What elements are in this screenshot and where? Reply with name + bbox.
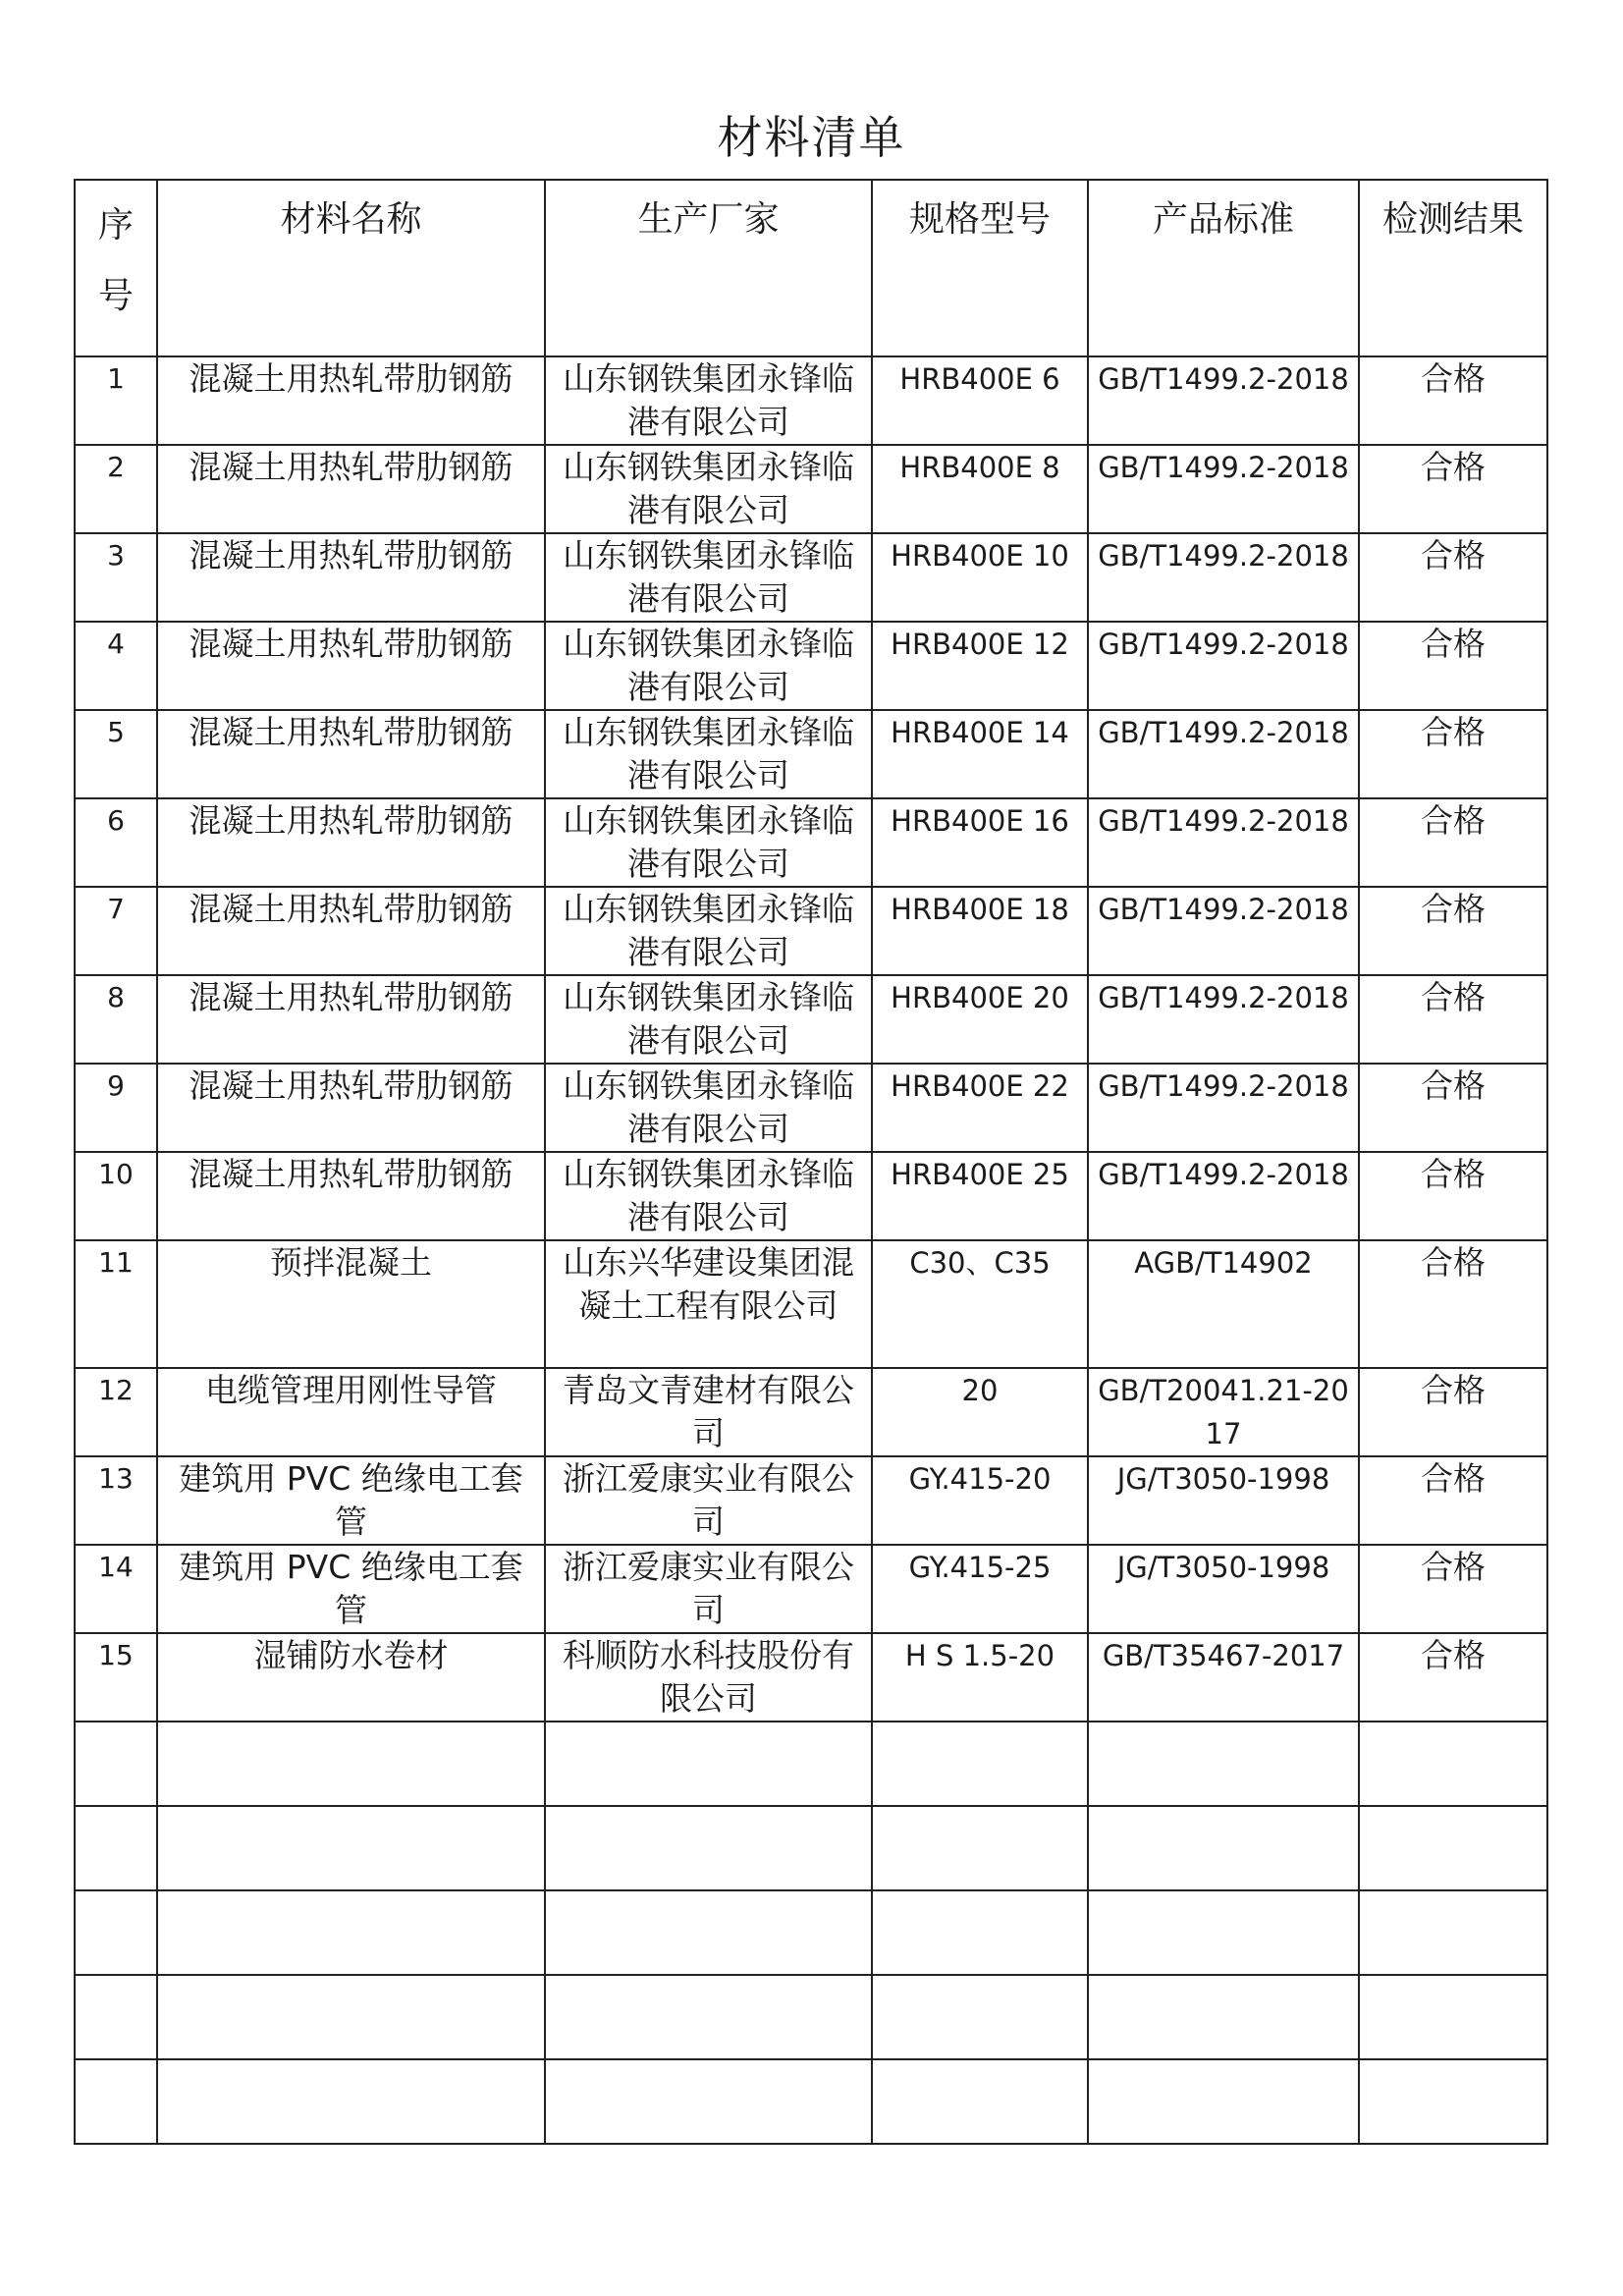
empty-cell xyxy=(872,1975,1088,2059)
cell-material-name: 混凝土用热轧带肋钢筋 xyxy=(157,1152,545,1240)
cell-standard: AGB/T14902 xyxy=(1088,1240,1359,1368)
cell-spec: HRB400E 14 xyxy=(872,710,1088,798)
cell-manufacturer: 山东钢铁集团永锋临港有限公司 xyxy=(545,356,872,445)
cell-result: 合格 xyxy=(1359,798,1547,887)
cell-manufacturer: 山东钢铁集团永锋临港有限公司 xyxy=(545,887,872,975)
cell-result: 合格 xyxy=(1359,1633,1547,1722)
cell-spec: HRB400E 22 xyxy=(872,1064,1088,1152)
cell-seq: 10 xyxy=(75,1152,157,1240)
cell-seq: 12 xyxy=(75,1368,157,1456)
cell-material-name: 混凝土用热轧带肋钢筋 xyxy=(157,445,545,533)
cell-standard: GB/T1499.2-2018 xyxy=(1088,798,1359,887)
cell-seq: 4 xyxy=(75,622,157,710)
cell-result: 合格 xyxy=(1359,1545,1547,1633)
cell-result: 合格 xyxy=(1359,445,1547,533)
cell-seq: 14 xyxy=(75,1545,157,1633)
empty-cell xyxy=(157,1806,545,1890)
cell-material-name: 混凝土用热轧带肋钢筋 xyxy=(157,975,545,1064)
cell-manufacturer: 山东兴华建设集团混凝土工程有限公司 xyxy=(545,1240,872,1368)
cell-spec: 20 xyxy=(872,1368,1088,1456)
cell-spec: HRB400E 8 xyxy=(872,445,1088,533)
cell-result: 合格 xyxy=(1359,622,1547,710)
cell-manufacturer: 山东钢铁集团永锋临港有限公司 xyxy=(545,1152,872,1240)
cell-material-name: 混凝土用热轧带肋钢筋 xyxy=(157,887,545,975)
empty-cell xyxy=(872,1890,1088,1975)
header-maker: 生产厂家 xyxy=(545,180,872,356)
cell-material-name: 建筑用 PVC 绝缘电工套管 xyxy=(157,1545,545,1633)
empty-cell xyxy=(157,1975,545,2059)
empty-cell xyxy=(75,1890,157,1975)
cell-material-name: 建筑用 PVC 绝缘电工套管 xyxy=(157,1456,545,1545)
cell-spec: HRB400E 10 xyxy=(872,533,1088,622)
cell-result: 合格 xyxy=(1359,1152,1547,1240)
empty-cell xyxy=(75,1722,157,1806)
table-row xyxy=(75,710,1547,798)
table-row xyxy=(75,1240,1547,1368)
cell-spec: H S 1.5-20 xyxy=(872,1633,1088,1722)
cell-seq: 8 xyxy=(75,975,157,1064)
cell-material-name: 湿铺防水卷材 xyxy=(157,1633,545,1722)
cell-manufacturer: 山东钢铁集团永锋临港有限公司 xyxy=(545,1064,872,1152)
cell-seq: 13 xyxy=(75,1456,157,1545)
cell-manufacturer: 山东钢铁集团永锋临港有限公司 xyxy=(545,798,872,887)
table-row xyxy=(75,1368,1547,1456)
cell-standard: GB/T1499.2-2018 xyxy=(1088,975,1359,1064)
table-row xyxy=(75,1064,1547,1152)
cell-standard: GB/T1499.2-2018 xyxy=(1088,1064,1359,1152)
empty-table-row xyxy=(75,1890,1547,1975)
empty-cell xyxy=(545,1975,872,2059)
cell-seq: 9 xyxy=(75,1064,157,1152)
table-row xyxy=(75,975,1547,1064)
empty-cell xyxy=(1088,2059,1359,2144)
cell-material-name: 混凝土用热轧带肋钢筋 xyxy=(157,533,545,622)
cell-standard: GB/T1499.2-2018 xyxy=(1088,356,1359,445)
cell-seq: 3 xyxy=(75,533,157,622)
cell-material-name: 混凝土用热轧带肋钢筋 xyxy=(157,622,545,710)
cell-material-name: 混凝土用热轧带肋钢筋 xyxy=(157,356,545,445)
cell-spec: HRB400E 6 xyxy=(872,356,1088,445)
empty-cell xyxy=(545,2059,872,2144)
materials-table xyxy=(74,179,1548,2145)
cell-material-name: 电缆管理用刚性导管 xyxy=(157,1368,545,1456)
empty-cell xyxy=(1359,1806,1547,1890)
table-row xyxy=(75,887,1547,975)
cell-spec: HRB400E 18 xyxy=(872,887,1088,975)
table-row xyxy=(75,1545,1547,1633)
cell-seq: 6 xyxy=(75,798,157,887)
empty-cell xyxy=(75,2059,157,2144)
empty-cell xyxy=(545,1722,872,1806)
empty-cell xyxy=(1359,1975,1547,2059)
cell-manufacturer: 青岛文青建材有限公司 xyxy=(545,1368,872,1456)
cell-seq: 15 xyxy=(75,1633,157,1722)
table-header xyxy=(75,180,1547,356)
empty-table-row xyxy=(75,1975,1547,2059)
empty-cell xyxy=(1088,1722,1359,1806)
cell-spec: C30、C35 xyxy=(872,1240,1088,1368)
cell-manufacturer: 山东钢铁集团永锋临港有限公司 xyxy=(545,710,872,798)
empty-cell xyxy=(1359,2059,1547,2144)
cell-seq: 11 xyxy=(75,1240,157,1368)
cell-standard: JG/T3050-1998 xyxy=(1088,1545,1359,1633)
cell-spec: GY.415-20 xyxy=(872,1456,1088,1545)
table-row xyxy=(75,798,1547,887)
header-result: 检测结果 xyxy=(1359,180,1547,356)
empty-cell xyxy=(1359,1890,1547,1975)
header-name: 材料名称 xyxy=(157,180,545,356)
cell-result: 合格 xyxy=(1359,1240,1547,1368)
empty-cell xyxy=(1088,1890,1359,1975)
cell-standard: GB/T1499.2-2018 xyxy=(1088,622,1359,710)
cell-standard: GB/T1499.2-2018 xyxy=(1088,445,1359,533)
cell-result: 合格 xyxy=(1359,1456,1547,1545)
table-row xyxy=(75,1456,1547,1545)
cell-material-name: 混凝土用热轧带肋钢筋 xyxy=(157,798,545,887)
cell-spec: HRB400E 16 xyxy=(872,798,1088,887)
header-seq: 序号 xyxy=(75,180,157,356)
table-row xyxy=(75,356,1547,445)
cell-seq: 5 xyxy=(75,710,157,798)
cell-spec: HRB400E 25 xyxy=(872,1152,1088,1240)
cell-result: 合格 xyxy=(1359,533,1547,622)
cell-standard: GB/T20041.21-2017 xyxy=(1088,1368,1359,1456)
table-row xyxy=(75,1152,1547,1240)
cell-result: 合格 xyxy=(1359,887,1547,975)
header-spec: 规格型号 xyxy=(872,180,1088,356)
empty-cell xyxy=(75,1975,157,2059)
header-standard: 产品标准 xyxy=(1088,180,1359,356)
page-title: 材料清单 xyxy=(717,111,906,164)
cell-manufacturer: 山东钢铁集团永锋临港有限公司 xyxy=(545,445,872,533)
empty-cell xyxy=(157,2059,545,2144)
empty-cell xyxy=(872,2059,1088,2144)
empty-table-row xyxy=(75,1806,1547,1890)
cell-standard: GB/T1499.2-2018 xyxy=(1088,1152,1359,1240)
cell-material-name: 混凝土用热轧带肋钢筋 xyxy=(157,710,545,798)
cell-manufacturer: 山东钢铁集团永锋临港有限公司 xyxy=(545,622,872,710)
cell-manufacturer: 山东钢铁集团永锋临港有限公司 xyxy=(545,975,872,1064)
cell-result: 合格 xyxy=(1359,1368,1547,1456)
table-body xyxy=(75,356,1547,2144)
cell-seq: 1 xyxy=(75,356,157,445)
cell-manufacturer: 山东钢铁集团永锋临港有限公司 xyxy=(545,533,872,622)
table-row xyxy=(75,445,1547,533)
cell-standard: GB/T1499.2-2018 xyxy=(1088,887,1359,975)
cell-manufacturer: 科顺防水科技股份有限公司 xyxy=(545,1633,872,1722)
cell-standard: JG/T3050-1998 xyxy=(1088,1456,1359,1545)
cell-standard: GB/T35467-2017 xyxy=(1088,1633,1359,1722)
cell-manufacturer: 浙江爱康实业有限公司 xyxy=(545,1545,872,1633)
cell-result: 合格 xyxy=(1359,975,1547,1064)
cell-seq: 2 xyxy=(75,445,157,533)
table-row xyxy=(75,533,1547,622)
cell-spec: HRB400E 12 xyxy=(872,622,1088,710)
empty-cell xyxy=(545,1806,872,1890)
empty-table-row xyxy=(75,1722,1547,1806)
cell-spec: GY.415-25 xyxy=(872,1545,1088,1633)
cell-result: 合格 xyxy=(1359,1064,1547,1152)
empty-cell xyxy=(545,1890,872,1975)
empty-cell xyxy=(872,1722,1088,1806)
empty-cell xyxy=(157,1722,545,1806)
cell-material-name: 预拌混凝土 xyxy=(157,1240,545,1368)
cell-result: 合格 xyxy=(1359,356,1547,445)
cell-material-name: 混凝土用热轧带肋钢筋 xyxy=(157,1064,545,1152)
empty-cell xyxy=(75,1806,157,1890)
table-row xyxy=(75,1633,1547,1722)
empty-cell xyxy=(157,1890,545,1975)
cell-standard: GB/T1499.2-2018 xyxy=(1088,533,1359,622)
empty-cell xyxy=(1088,1806,1359,1890)
cell-seq: 7 xyxy=(75,887,157,975)
empty-cell xyxy=(872,1806,1088,1890)
empty-cell xyxy=(1359,1722,1547,1806)
empty-cell xyxy=(1088,1975,1359,2059)
empty-table-row xyxy=(75,2059,1547,2144)
cell-spec: HRB400E 20 xyxy=(872,975,1088,1064)
table-row xyxy=(75,622,1547,710)
cell-standard: GB/T1499.2-2018 xyxy=(1088,710,1359,798)
cell-result: 合格 xyxy=(1359,710,1547,798)
cell-manufacturer: 浙江爱康实业有限公司 xyxy=(545,1456,872,1545)
